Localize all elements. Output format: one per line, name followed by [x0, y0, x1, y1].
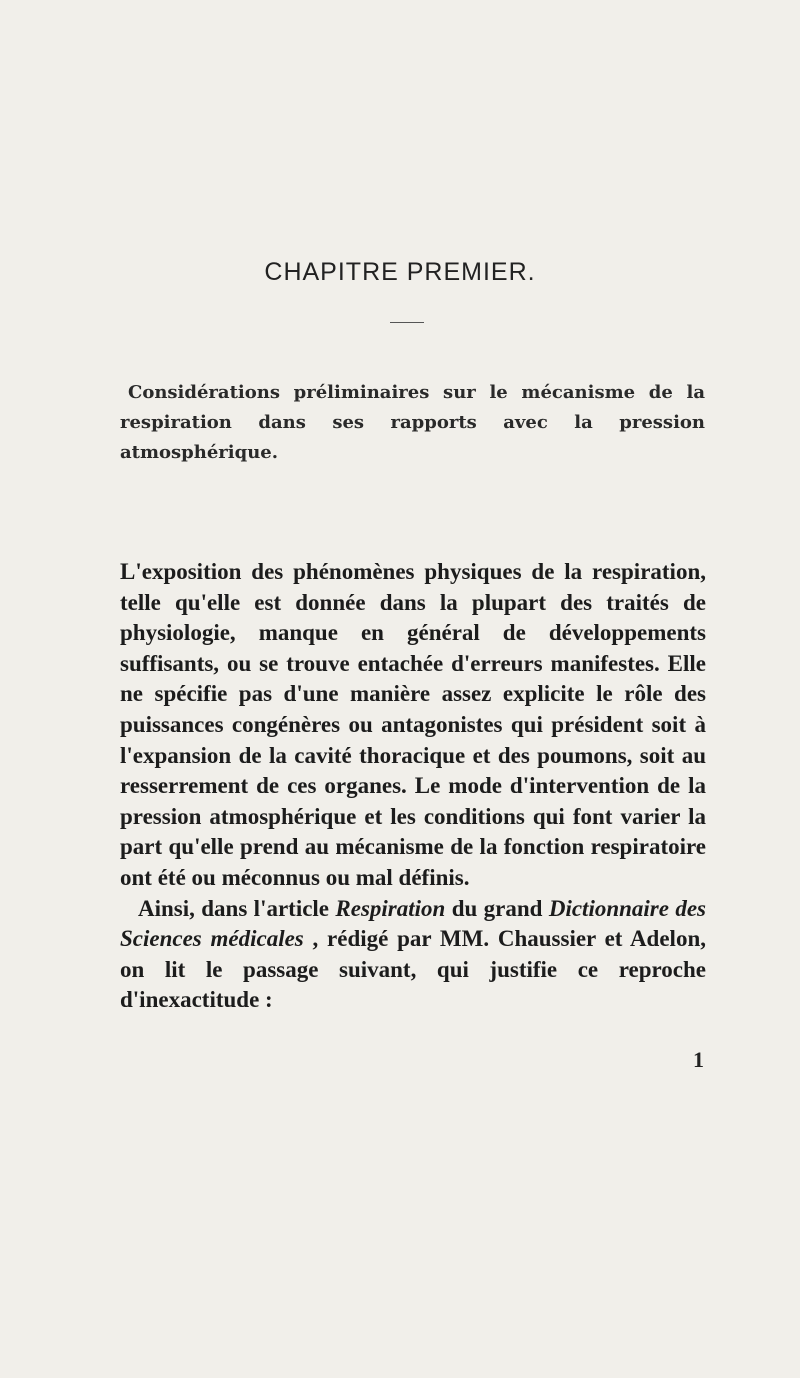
title-divider	[390, 322, 424, 323]
paragraph-2-end: , rédigé par MM. Chaussier et Adelon, on lit le passage suivant, qui justifie ce reproche d'inexactitude :	[120, 926, 706, 1013]
paragraph-2	[120, 894, 706, 1016]
body-text	[120, 557, 706, 1016]
italic-dictionnaire: Dictionnaire des Sciences médicales	[120, 895, 707, 952]
italic-respiration: Respiration	[335, 895, 446, 921]
paragraph-2-mid: du grand	[445, 895, 549, 921]
signature-mark: 1	[693, 1047, 704, 1072]
paragraph-1: L'exposition des phénomènes physiques de la respiration, telle qu'elle est donnée dans la plupart des traités de physiologie, manque en général de développements suffisants, ou se trouve entachée d'erreurs manifestes. Elle ne spécifie pas d'une manière assez explicite le rôle des puissances congénères ou antagonistes qui président soit à l'expansion de la cavité thoracique et des poumons, soit au resserrement de ces organes. Le mode d'intervention de la pression atmosphérique et les conditions qui font varier la part qu'elle prend au mécanisme de la fonction respiratoire ont été ou méconnus ou mal définis.	[120, 559, 706, 890]
chapter-title: CHAPITRE PREMIER.	[264, 258, 536, 286]
chapter-summary: Considérations préliminaires sur le mécanisme de la respiration dans ses rapports avec la pression atmosphérique.	[120, 382, 705, 463]
paragraph-2-start: Ainsi, dans l'article	[138, 895, 336, 921]
